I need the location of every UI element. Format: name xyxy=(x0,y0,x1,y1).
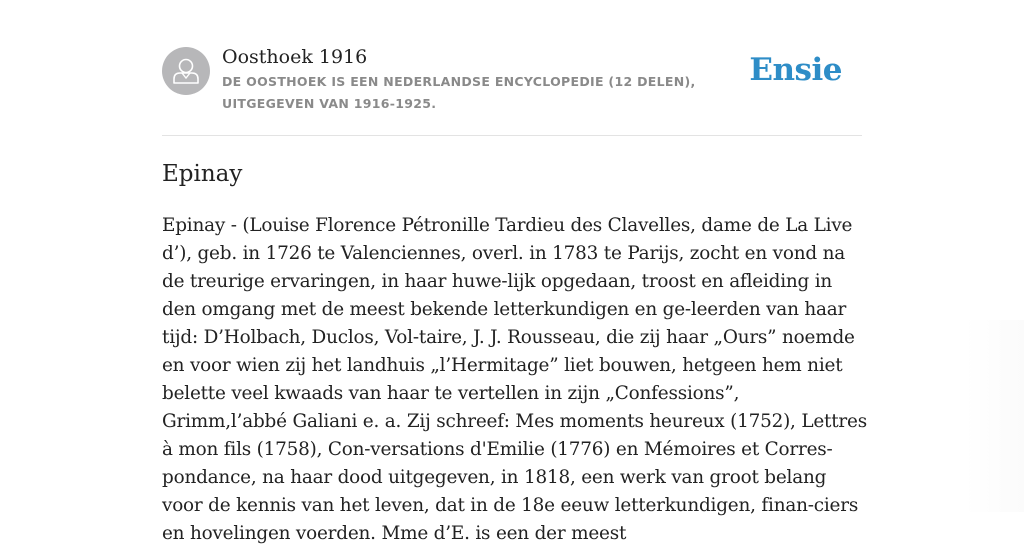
source-name[interactable]: Oosthoek 1916 xyxy=(222,46,368,68)
article-title: Epinay xyxy=(162,161,243,187)
user-avatar-icon[interactable] xyxy=(162,47,210,95)
article-body: Epinay - (Louise Florence Pétronille Tardieu des Clavelles, dame de La Live d’), geb. in 1726 te Valenciennes, overl. in 1783 te Parijs, zocht en vond na de treurige ervaringen, in haar huwe-lijk opgedaan, troost en afleiding in den omgang met de meest bekende letterkundigen en ge-leerden van haar tijd: D’Holbach, Duclos, Vol-taire, J. J. Rousseau, die zij haar „Ours” noemde en voor wien zij het landhuis „l’Hermitage” liet bouwen, hetgeen hem niet belette veel kwaads van haar te vertellen in zijn „Confessions”, Grimm,l’abbé Galiani e. a. Zij schreef: Mes moments heureux (1752), Lettres à mon fils (1758), Con-versations d'Emilie (1776) en Mémoires et Corres-pondance, na haar dood uitgegeven, in 1818, een werk van groot belang voor de kennis van het leven, dat in de 18e eeuw letterkundigen, finan-ciers en hovelingen voerden. Mme d’E. is een der meest xyxy=(162,215,867,544)
right-edge-fade xyxy=(964,320,1024,512)
ensie-logo[interactable]: Ensie xyxy=(749,52,842,88)
source-header xyxy=(162,47,862,136)
source-description: DE OOSTHOEK IS EEN NEDERLANDSE ENCYCLOPEDIE (12 DELEN), UITGEGEVEN VAN 1916-1925. xyxy=(222,74,696,111)
